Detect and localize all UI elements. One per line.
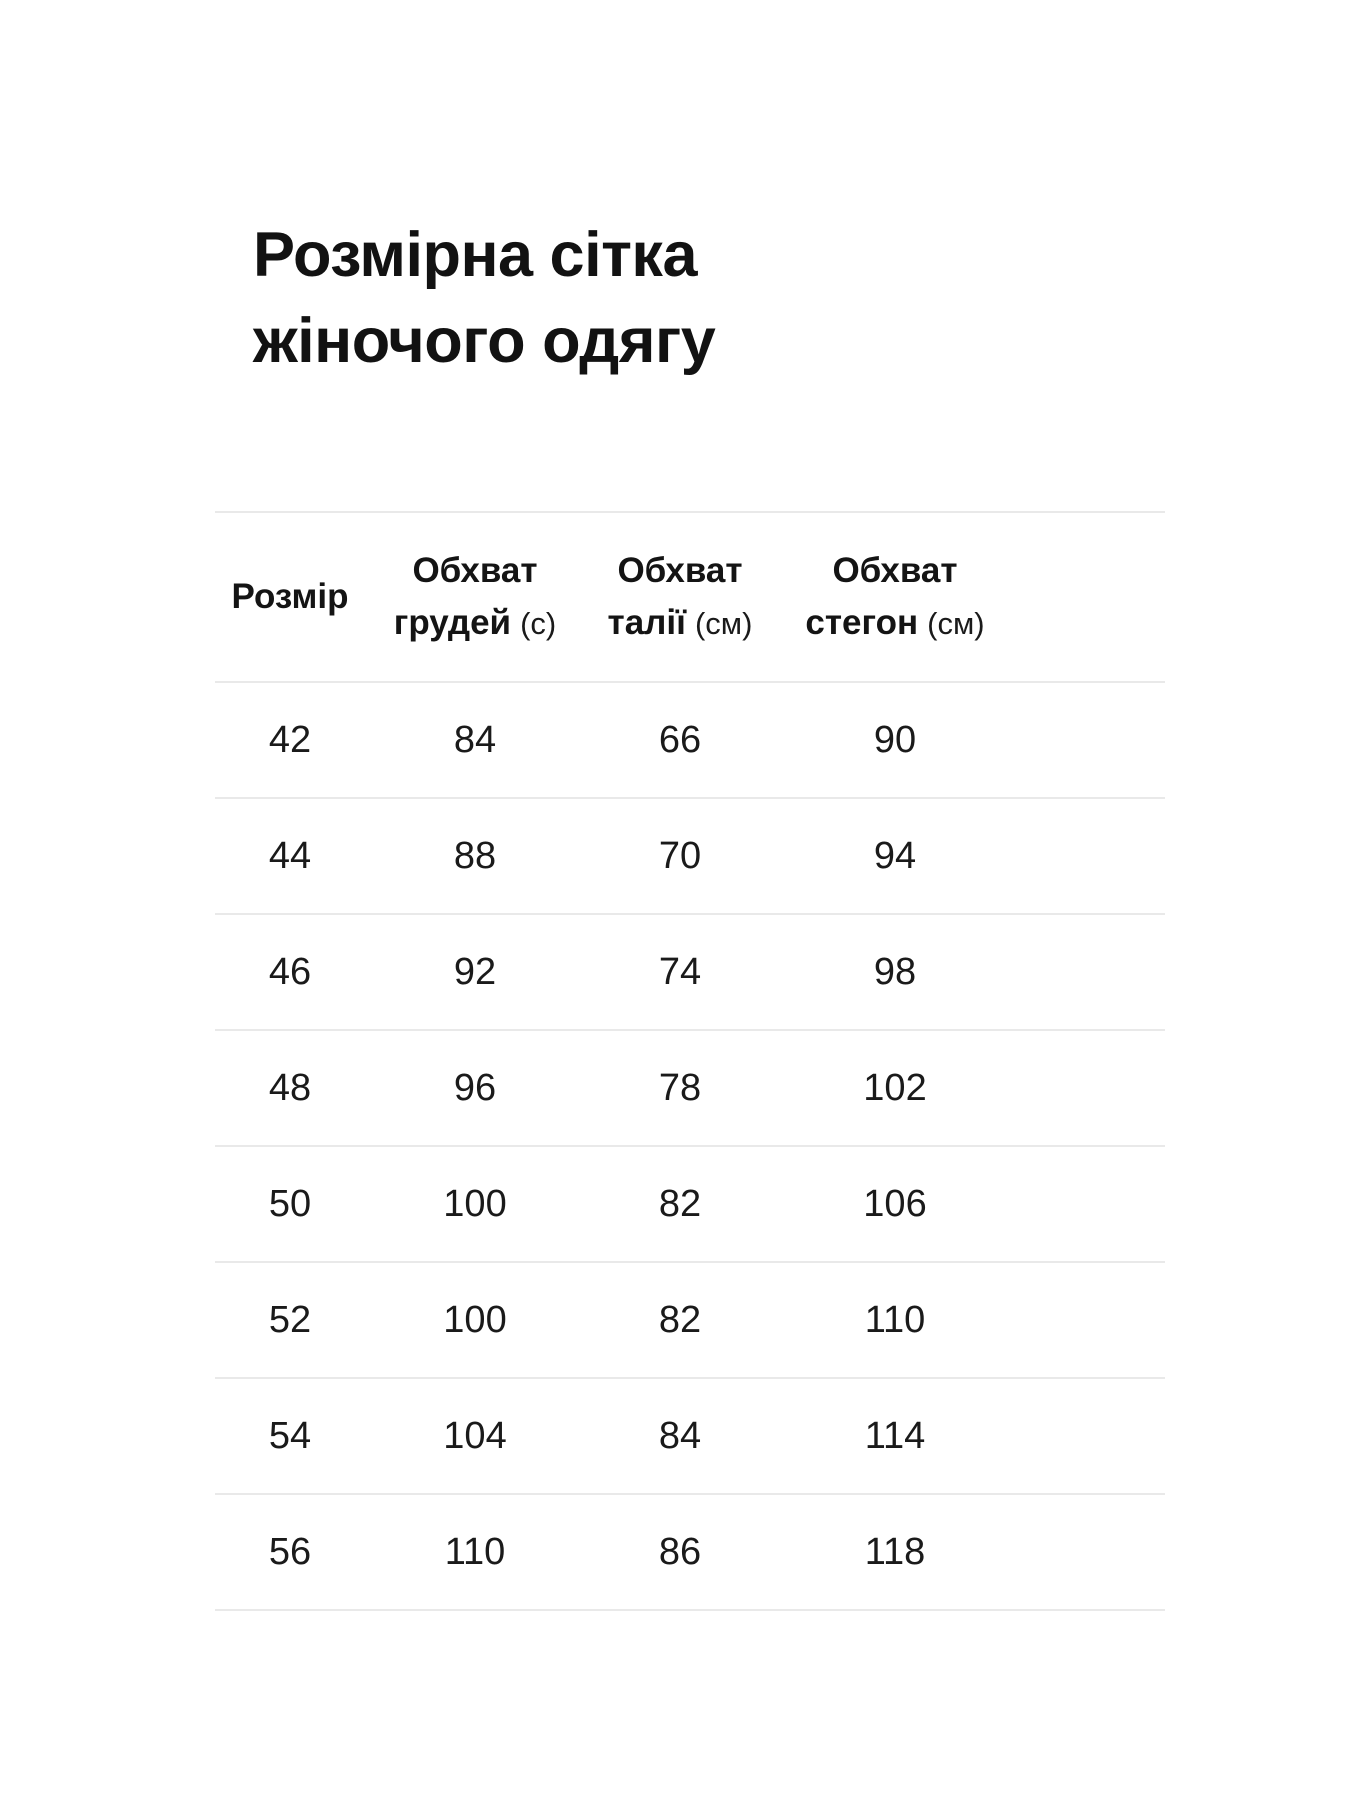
- table-row: [215, 1031, 1165, 1147]
- header-chest-line1: Обхват: [412, 550, 538, 590]
- cell-size: 48: [268, 1066, 312, 1109]
- header-waist-unit: (см): [694, 605, 753, 641]
- header-waist: [585, 545, 775, 650]
- cell-waist: 70: [658, 834, 702, 877]
- table-row: [215, 915, 1165, 1031]
- cell-chest: 110: [444, 1530, 506, 1573]
- cell-waist: 82: [658, 1298, 702, 1341]
- cell-size: 50: [268, 1182, 312, 1225]
- cell-chest: 96: [453, 1066, 497, 1109]
- cell-chest: 92: [453, 950, 497, 993]
- table-header-row: [215, 511, 1165, 683]
- size-table: [215, 511, 1165, 1611]
- page-title-line1: Розмірна сітка: [253, 220, 697, 290]
- page-title-line2: жіночого одягу: [253, 306, 716, 376]
- page-title: [253, 212, 715, 384]
- cell-size: 54: [268, 1414, 312, 1457]
- header-chest-line2: грудей (с): [393, 602, 557, 642]
- cell-waist: 78: [658, 1066, 702, 1109]
- cell-hips: 94: [873, 834, 917, 877]
- table-row: [215, 799, 1165, 915]
- table-row: [215, 1379, 1165, 1495]
- header-chest-unit: (с): [520, 605, 557, 641]
- header-waist-line1: Обхват: [617, 550, 743, 590]
- header-size-label: Розмір: [231, 577, 349, 616]
- cell-chest: 100: [443, 1298, 507, 1341]
- cell-chest: 100: [443, 1182, 507, 1225]
- cell-waist: 86: [658, 1530, 702, 1573]
- header-hips: [775, 545, 1015, 650]
- cell-size: 42: [268, 718, 312, 761]
- header-size: [215, 571, 365, 623]
- table-row: [215, 683, 1165, 799]
- cell-size: 44: [268, 834, 312, 877]
- table-row: [215, 1147, 1165, 1263]
- header-hips-unit: (см): [927, 605, 985, 641]
- header-waist-line2: талії (см): [607, 602, 753, 642]
- cell-size: 56: [268, 1530, 312, 1573]
- cell-waist: 82: [658, 1182, 702, 1225]
- header-chest: [365, 545, 585, 650]
- table-row: [215, 1263, 1165, 1379]
- cell-hips: 102: [863, 1066, 927, 1109]
- cell-hips: 118: [864, 1530, 926, 1573]
- cell-hips: 90: [873, 718, 917, 761]
- cell-hips: 98: [873, 950, 917, 993]
- cell-waist: 84: [658, 1414, 702, 1457]
- cell-chest: 104: [443, 1414, 507, 1457]
- cell-hips: 110: [864, 1298, 926, 1341]
- table-row: [215, 1495, 1165, 1611]
- cell-hips: 106: [863, 1182, 927, 1225]
- cell-waist: 74: [658, 950, 702, 993]
- cell-size: 52: [268, 1298, 312, 1341]
- cell-chest: 88: [453, 834, 497, 877]
- header-hips-line2: стегон (см): [805, 602, 985, 642]
- cell-chest: 84: [453, 718, 497, 761]
- cell-hips: 114: [864, 1414, 926, 1457]
- header-hips-line1: Обхват: [832, 550, 958, 590]
- cell-waist: 66: [658, 718, 702, 761]
- cell-size: 46: [268, 950, 312, 993]
